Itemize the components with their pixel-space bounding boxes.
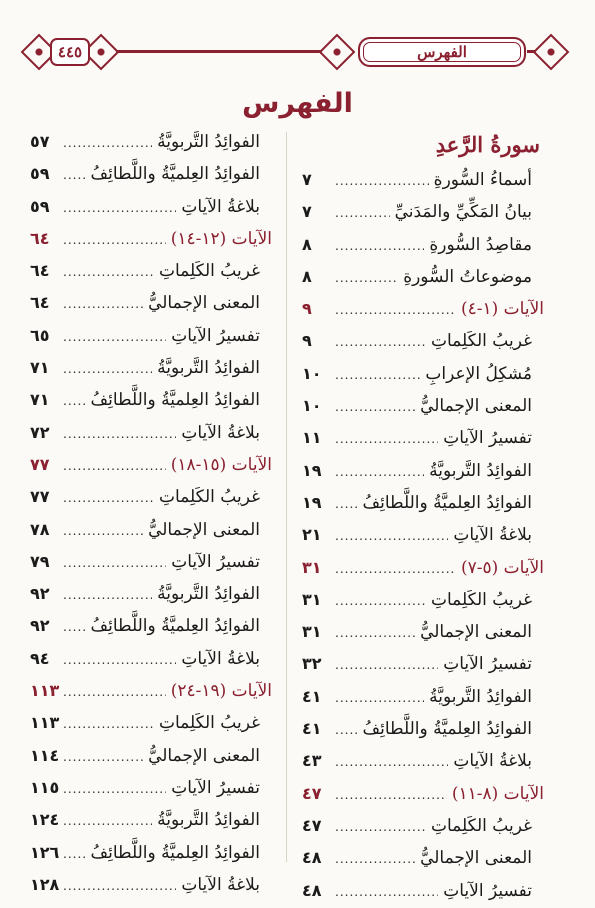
toc-entry-page: ١٢٨ xyxy=(30,874,60,894)
toc-entry-label: الفوائِدُ العِلميَّةُ واللَّطائِفُ xyxy=(362,492,532,513)
toc-entry[interactable] xyxy=(302,745,546,777)
dot-leader xyxy=(335,520,448,552)
dot-leader xyxy=(63,288,143,320)
toc-entry-page: ٧١ xyxy=(30,358,50,378)
dot-leader xyxy=(63,708,154,740)
toc-entry-page: ٤٧ xyxy=(302,783,322,803)
toc-entry[interactable] xyxy=(30,804,274,836)
toc-entry-page: ٧١ xyxy=(30,390,50,410)
dot-leader xyxy=(335,359,420,391)
toc-entry[interactable] xyxy=(30,578,274,610)
toc-entry-page: ٦٤ xyxy=(30,293,50,313)
toc-entry[interactable] xyxy=(302,681,546,713)
toc-entry-page: ٦٤ xyxy=(30,228,50,248)
toc-entry[interactable] xyxy=(30,772,274,804)
toc-entry-page: ٤٨ xyxy=(302,880,322,900)
dot-leader xyxy=(63,838,86,870)
toc-entry-page: ٨ xyxy=(302,234,312,254)
toc-entry-page: ٣٢ xyxy=(302,654,322,674)
toc-list xyxy=(30,126,274,901)
toc-entry-page: ١١٥ xyxy=(30,777,60,797)
toc-entry-label: تفسيرُ الآياتِ xyxy=(443,880,532,901)
toc-entry[interactable] xyxy=(30,384,274,416)
toc-entry-page: ٩٢ xyxy=(30,616,50,636)
toc-entry-label: المعنى الإجماليُّ xyxy=(420,396,532,417)
toc-entry-page: ١٠ xyxy=(302,396,322,416)
toc-entry-label: غريبُ الكَلِماتِ xyxy=(430,815,532,836)
ornament-icon xyxy=(319,34,356,71)
toc-entry-page: ١٩ xyxy=(302,492,322,512)
toc-entry[interactable] xyxy=(302,261,546,293)
toc-entry[interactable] xyxy=(302,390,546,422)
toc-entry[interactable] xyxy=(302,358,546,390)
dot-leader xyxy=(63,579,152,611)
toc-entry[interactable] xyxy=(302,810,546,842)
toc-entry-label: تفسيرُ الآياتِ xyxy=(171,325,260,346)
toc-section-heading[interactable] xyxy=(302,293,546,325)
toc-entry[interactable] xyxy=(302,842,546,874)
dot-leader xyxy=(63,224,166,256)
toc-entry-label: تفسيرُ الآياتِ xyxy=(171,551,260,572)
dot-leader xyxy=(335,391,415,423)
surah-title: سورةُ الرَّعدِ xyxy=(435,132,540,157)
dot-leader xyxy=(63,741,143,773)
toc-entry-page: ٧ xyxy=(302,170,312,189)
dot-leader xyxy=(63,353,152,385)
toc-entry-label: تفسيرُ الآياتِ xyxy=(171,777,260,798)
toc-entry-page: ١١٣ xyxy=(30,681,60,701)
toc-entry[interactable] xyxy=(302,455,546,487)
dot-leader xyxy=(63,192,176,224)
column-divider xyxy=(286,132,287,862)
toc-entry-label: الآيات (١٩-٢٤) xyxy=(170,681,272,702)
toc-entry-label: غريبُ الكَلِماتِ xyxy=(158,261,260,282)
dot-leader xyxy=(63,773,166,805)
toc-entry-page: ٧٨ xyxy=(30,519,50,539)
dot-leader xyxy=(63,515,143,547)
toc-entry-label: الآيات (٥-٧) xyxy=(460,557,544,578)
running-title: الفهرس xyxy=(358,37,526,67)
toc-entry-page: ٤٨ xyxy=(302,848,322,868)
toc-entry-page: ٤٧ xyxy=(302,815,322,835)
toc-entry-label: تفسيرُ الآياتِ xyxy=(443,654,532,675)
dot-leader xyxy=(63,159,86,191)
toc-entry-label: الفوائِدُ التَّربويَّةُ xyxy=(157,132,260,152)
dot-leader xyxy=(335,617,415,649)
dot-leader xyxy=(335,585,426,617)
toc-entry[interactable] xyxy=(302,875,546,907)
toc-entry-page: ٩٤ xyxy=(30,648,50,668)
toc-entry-label: بلاغةُ الآياتِ xyxy=(453,525,532,546)
dot-leader xyxy=(63,127,152,159)
toc-entry-label: بلاغةُ الآياتِ xyxy=(181,648,260,669)
dot-leader xyxy=(335,779,447,811)
toc-entry-page: ١٢٤ xyxy=(30,810,60,830)
toc-entry[interactable] xyxy=(302,164,546,196)
toc-entry-label: بيانُ المَكِّيِّ والمَدَنيِّ xyxy=(394,202,532,223)
toc-list xyxy=(302,164,546,907)
toc-entry-page: ٦٤ xyxy=(30,261,50,281)
toc-column-left xyxy=(30,126,274,901)
toc-entry-page: ٧ xyxy=(302,202,312,222)
toc-entry[interactable] xyxy=(302,648,546,680)
toc-entry-page: ٣١ xyxy=(302,622,322,642)
toc-entry[interactable] xyxy=(30,417,274,449)
dot-leader xyxy=(335,165,429,197)
toc-entry[interactable] xyxy=(30,191,274,223)
toc-entry-page: ١٠ xyxy=(302,363,322,383)
dot-leader xyxy=(63,805,152,837)
toc-entry-page: ٤٣ xyxy=(302,751,322,771)
toc-entry[interactable] xyxy=(302,519,546,551)
toc-entry-label: مقاصِدُ السُّورةِ xyxy=(429,234,532,255)
toc-entry-page: ٣١ xyxy=(302,557,322,577)
dot-leader xyxy=(63,256,154,288)
dot-leader xyxy=(335,326,426,358)
toc-entry[interactable] xyxy=(302,229,546,261)
toc-entry-label: أسماءُ السُّورةِ xyxy=(433,170,532,190)
toc-entry-page: ٧٢ xyxy=(30,422,50,442)
dot-leader xyxy=(63,547,166,579)
dot-leader xyxy=(63,676,166,708)
toc-entry-page: ٢١ xyxy=(302,525,322,545)
toc-entry[interactable] xyxy=(302,616,546,648)
toc-entry[interactable] xyxy=(30,352,274,384)
toc-entry-label: الفوائِدُ العِلميَّةُ واللَّطائِفُ xyxy=(90,616,260,637)
toc-entry-label: المعنى الإجماليُّ xyxy=(148,745,260,766)
toc-entry[interactable] xyxy=(302,422,546,454)
toc-section-heading[interactable] xyxy=(30,675,274,707)
toc-entry-label: الآيات (١-٤) xyxy=(460,299,544,320)
toc-entry-label: الفوائِدُ العِلميَّةُ واللَّطائِفُ xyxy=(90,842,260,863)
dot-leader xyxy=(63,482,154,514)
toc-entry-label: غريبُ الكَلِماتِ xyxy=(430,589,532,610)
toc-column-right xyxy=(302,126,546,907)
dot-leader xyxy=(335,649,438,681)
dot-leader xyxy=(63,611,86,643)
dot-leader xyxy=(63,870,176,902)
toc-entry-label: الفوائِدُ العِلميَّةُ واللَّطائِفُ xyxy=(362,719,532,740)
toc-entry-page: ٣١ xyxy=(302,589,322,609)
toc-entry[interactable] xyxy=(30,255,274,287)
toc-entry-label: المعنى الإجماليُّ xyxy=(420,848,532,869)
toc-entry[interactable] xyxy=(302,196,546,228)
toc-entry-page: ٦٥ xyxy=(30,325,50,345)
toc-entry-page: ٩ xyxy=(302,331,312,351)
toc-entry-label: الفوائِدُ التَّربويَّةُ xyxy=(157,358,260,379)
dot-leader xyxy=(335,843,415,875)
toc-entry-label: الآيات (١٢-١٤) xyxy=(170,228,272,249)
toc-entry-label: غريبُ الكَلِماتِ xyxy=(158,713,260,734)
toc-entry-label: بلاغةُ الآياتِ xyxy=(181,196,260,217)
toc-entry[interactable] xyxy=(302,713,546,745)
toc-entry-page: ٧٧ xyxy=(30,454,50,474)
toc-entry[interactable] xyxy=(30,320,274,352)
toc-entry[interactable] xyxy=(302,584,546,616)
toc-entry[interactable] xyxy=(30,481,274,513)
toc-entry-label: الآيات (٨-١١) xyxy=(451,783,544,804)
dot-leader xyxy=(335,423,438,455)
toc-entry-label: غريبُ الكَلِماتِ xyxy=(430,331,532,352)
toc-entry[interactable] xyxy=(30,643,274,675)
toc-entry[interactable] xyxy=(30,514,274,546)
toc-entry[interactable] xyxy=(30,610,274,642)
toc-entry-label: الفوائِدُ التَّربويَّةُ xyxy=(429,686,532,707)
running-header xyxy=(22,36,573,66)
toc-section-heading[interactable] xyxy=(302,552,546,584)
toc-entry-label: غريبُ الكَلِماتِ xyxy=(158,487,260,508)
toc-entry[interactable] xyxy=(30,287,274,319)
toc-entry[interactable] xyxy=(30,740,274,772)
toc-entry[interactable] xyxy=(30,126,274,158)
toc-entry[interactable] xyxy=(302,487,546,519)
toc-entry-label: المعنى الإجماليُّ xyxy=(148,519,260,540)
toc-entry-label: تفسيرُ الآياتِ xyxy=(443,428,532,449)
toc-entry[interactable] xyxy=(30,158,274,190)
dot-leader xyxy=(335,682,424,714)
dot-leader xyxy=(335,262,398,294)
dot-leader xyxy=(63,644,176,676)
toc-entry-page: ٧٩ xyxy=(30,551,50,571)
toc-entry-page: ١١ xyxy=(302,428,322,448)
toc-entry-page: ٥٩ xyxy=(30,196,50,216)
toc-entry-page: ٩٢ xyxy=(30,584,50,604)
toc-entry-label: مُشكِلُ الإعرابِ xyxy=(425,363,532,384)
toc-entry-page: ٨ xyxy=(302,266,312,286)
toc-entry-label: بلاغةُ الآياتِ xyxy=(181,874,260,895)
dot-leader xyxy=(335,876,438,908)
dot-leader xyxy=(335,488,358,520)
toc-entry-label: موضوعاتُ السُّورةِ xyxy=(403,266,532,287)
toc-entry[interactable] xyxy=(30,546,274,578)
dot-leader xyxy=(63,385,86,417)
toc-entry-page: ١١٣ xyxy=(30,713,60,733)
dot-leader xyxy=(335,456,424,488)
toc-entry-page: ٥٧ xyxy=(30,132,50,151)
toc-entry-label: المعنى الإجماليُّ xyxy=(148,293,260,314)
dot-leader xyxy=(335,746,448,778)
toc-entry[interactable] xyxy=(30,837,274,869)
dot-leader xyxy=(63,418,176,450)
toc-section-heading[interactable] xyxy=(30,223,274,255)
toc-entry[interactable] xyxy=(302,325,546,357)
toc-entry-label: الفوائِدُ التَّربويَّةُ xyxy=(157,810,260,831)
dot-leader xyxy=(335,197,390,229)
toc-entry-page: ١٩ xyxy=(302,460,322,480)
toc-entry-page: ١٢٦ xyxy=(30,842,60,862)
toc-entry-label: الفوائِدُ التَّربويَّةُ xyxy=(157,584,260,605)
toc-entry-page: ٧٧ xyxy=(30,487,50,507)
toc-entry-page: ٤١ xyxy=(302,719,322,739)
dot-leader xyxy=(335,553,456,585)
toc-entry-page: ٥٩ xyxy=(30,164,50,184)
toc-entry-label: بلاغةُ الآياتِ xyxy=(453,751,532,772)
dot-leader xyxy=(63,450,166,482)
toc-entry-page: ١١٤ xyxy=(30,745,60,765)
ornament-icon xyxy=(533,34,570,71)
toc-entry-label: الفوائِدُ العِلميَّةُ واللَّطائِفُ xyxy=(90,164,260,185)
page-number: ٤٤٥ xyxy=(50,38,90,66)
page-title: الفهرس xyxy=(242,88,353,119)
toc-entry[interactable] xyxy=(30,707,274,739)
toc-entry-label: الفوائِدُ التَّربويَّةُ xyxy=(429,460,532,481)
toc-section-heading[interactable] xyxy=(30,449,274,481)
header-rule xyxy=(114,50,332,53)
toc-entry[interactable] xyxy=(30,869,274,901)
toc-entry-label: المعنى الإجماليُّ xyxy=(420,622,532,643)
toc-entry-page: ٩ xyxy=(302,299,312,319)
dot-leader xyxy=(335,714,358,746)
dot-leader xyxy=(63,321,166,353)
toc-section-heading[interactable] xyxy=(302,778,546,810)
toc-entry-label: بلاغةُ الآياتِ xyxy=(181,422,260,443)
toc-entry-label: الفوائِدُ العِلميَّةُ واللَّطائِفُ xyxy=(90,390,260,411)
dot-leader xyxy=(335,811,426,843)
toc-entry-label: الآيات (١٥-١٨) xyxy=(170,454,272,475)
dot-leader xyxy=(335,230,424,262)
toc-entry-page: ٤١ xyxy=(302,686,322,706)
dot-leader xyxy=(335,294,456,326)
